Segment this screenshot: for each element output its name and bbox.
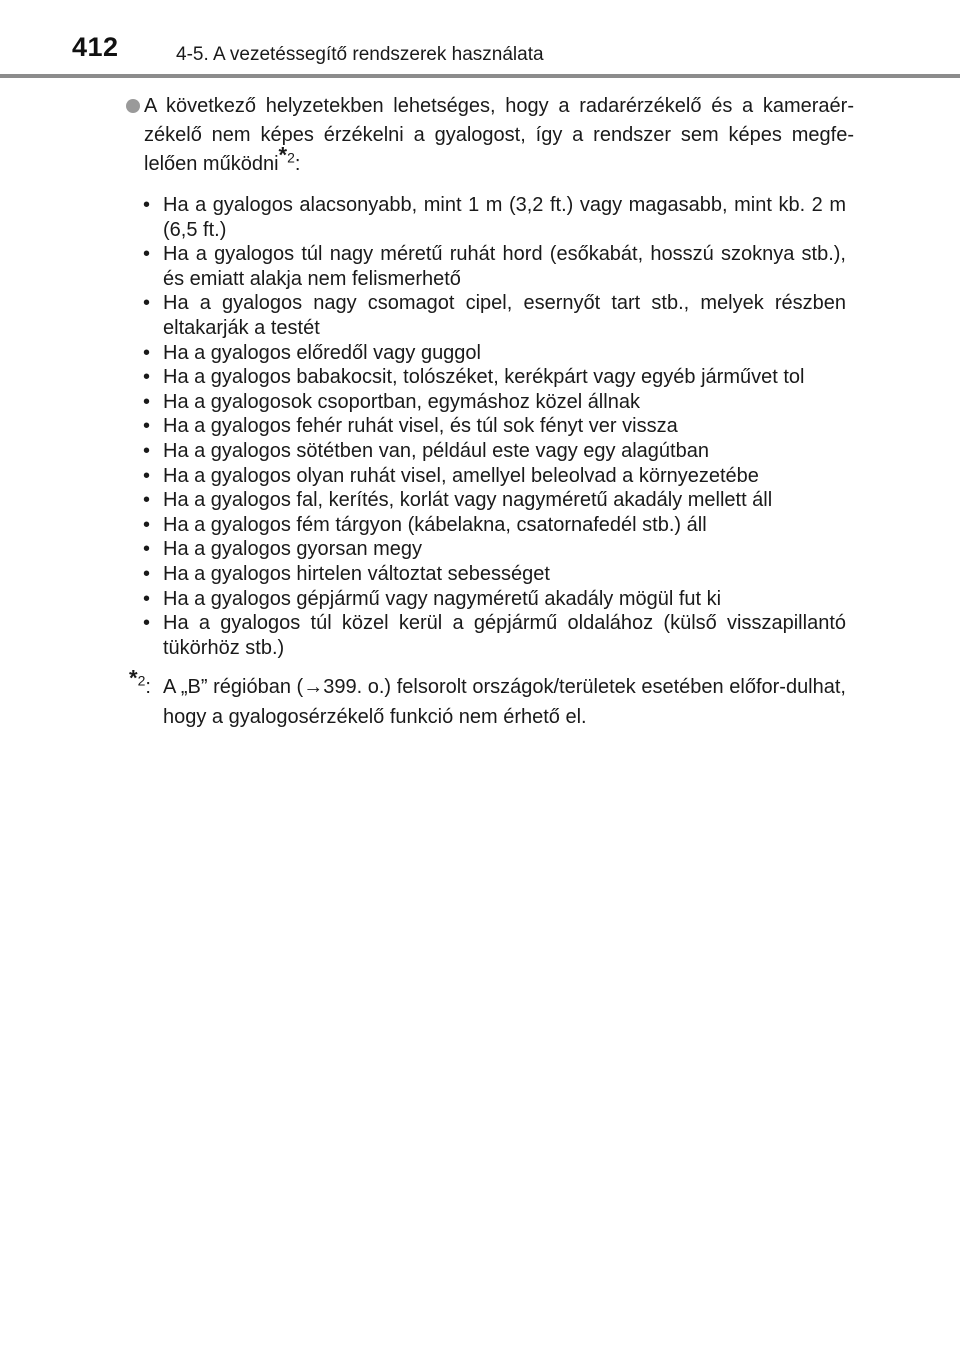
bullet-icon: • <box>143 292 151 315</box>
bullet-icon: • <box>143 513 151 536</box>
header-divider <box>0 74 960 78</box>
list-item-text: Ha a gyalogos túl közel kerül a gépjármű oldalához (külső visszapillantó tükörhöz stb.) <box>163 612 846 659</box>
list-item-text: Ha a gyalogos alacsonyabb, mint 1 m (3,2 ft.) vagy magasabb, mint kb. 2 m (6,5 ft.) <box>163 194 846 241</box>
list-item-text: Ha a gyalogos fém tárgyon (kábelakna, csatornafedél stb.) áll <box>163 513 707 536</box>
bullet-icon: • <box>143 538 151 561</box>
bullet-icon: • <box>143 390 151 413</box>
bullet-icon: • <box>143 489 151 512</box>
section-title: 4-5. A vezetéssegítő rendszerek használata <box>176 44 544 65</box>
page-content <box>0 92 960 732</box>
list-item-text: Ha a gyalogos gépjármű vagy nagyméretű akadály mögül fut ki <box>163 587 722 610</box>
bullet-icon: • <box>143 464 151 487</box>
bullet-icon: • <box>143 243 151 266</box>
list-item-text: Ha a gyalogosok csoportban, egymáshoz közel állnak <box>163 390 640 413</box>
list-item <box>143 537 846 562</box>
list-item-text: Ha a gyalogos babakocsit, tolószéket, kerékpárt vagy egyéb járművet tol <box>163 366 805 389</box>
list-item <box>143 513 846 538</box>
list-item-text: Ha a gyalogos nagy csomagot cipel, esernyőt tart stb., melyek részben eltakarják a testét <box>163 292 846 339</box>
footnote-colon: : <box>145 676 151 699</box>
footnote-star-icon: * <box>278 142 288 168</box>
list-item-text: Ha a gyalogos hirtelen változtat sebességet <box>163 562 550 585</box>
list-item <box>143 488 846 513</box>
list-item-text: Ha a gyalogos előredől vagy guggol <box>163 341 481 364</box>
footnote <box>129 665 846 732</box>
list-item <box>143 242 846 291</box>
list-item <box>143 365 846 390</box>
circle-bullet-icon <box>126 99 140 113</box>
footnote-number: 2 <box>137 672 146 689</box>
bullet-icon: • <box>143 341 151 364</box>
list-item <box>143 562 846 587</box>
footnote-ref-number: 2 <box>287 149 295 166</box>
page-header <box>0 0 960 80</box>
list-item <box>143 390 846 415</box>
list-item <box>143 587 846 612</box>
list-item <box>143 193 846 242</box>
list-item <box>143 464 846 489</box>
bullet-icon: • <box>143 194 151 216</box>
list-item <box>143 439 846 464</box>
bullet-icon: • <box>143 562 151 585</box>
bullet-icon: • <box>143 439 151 462</box>
bullet-icon: • <box>143 366 151 389</box>
list-item-text: Ha a gyalogos fal, kerítés, korlát vagy nagyméretű akadály mellett áll <box>163 489 773 512</box>
list-item <box>143 414 846 439</box>
bullet-icon: • <box>143 612 151 635</box>
list-item-text: Ha a gyalogos fehér ruhát visel, és túl sok fényt ver vissza <box>163 415 678 438</box>
lead-suffix: : <box>294 153 301 175</box>
list-item <box>143 291 846 340</box>
footnote-marker <box>129 665 151 702</box>
bullet-icon: • <box>143 587 151 610</box>
list-item-text: Ha a gyalogos gyorsan megy <box>163 538 423 561</box>
page-number: 412 <box>72 32 119 62</box>
list-item <box>143 611 846 660</box>
condition-list <box>0 193 960 660</box>
bullet-icon: • <box>143 415 151 438</box>
list-item <box>143 341 846 366</box>
footnote-star-icon: * <box>129 665 138 691</box>
list-item-text: Ha a gyalogos olyan ruhát visel, amellyel beleolvad a környezetébe <box>163 464 759 487</box>
lead-text: A következő helyzetekben lehetséges, hogy a radarérzékelő és a kameraér-zékelő nem képes érzékelni a gyalogost, így a rendszer sem képes megfe-lelően működni <box>144 95 854 175</box>
list-item-text: Ha a gyalogos sötétben van, például este vagy egy alagútban <box>163 439 709 462</box>
list-item-text: Ha a gyalogos túl nagy méretű ruhát hord (esőkabát, hosszú szoknya stb.), és emiatt alakja nem felismerhető <box>163 243 846 290</box>
lead-paragraph <box>144 92 854 179</box>
footnote-text: A „B” régióban (→399. o.) felsorolt országok/területek esetében előfor-dulhat, hogy a gyalogosérzékelő funkció nem érhető el. <box>163 676 846 729</box>
